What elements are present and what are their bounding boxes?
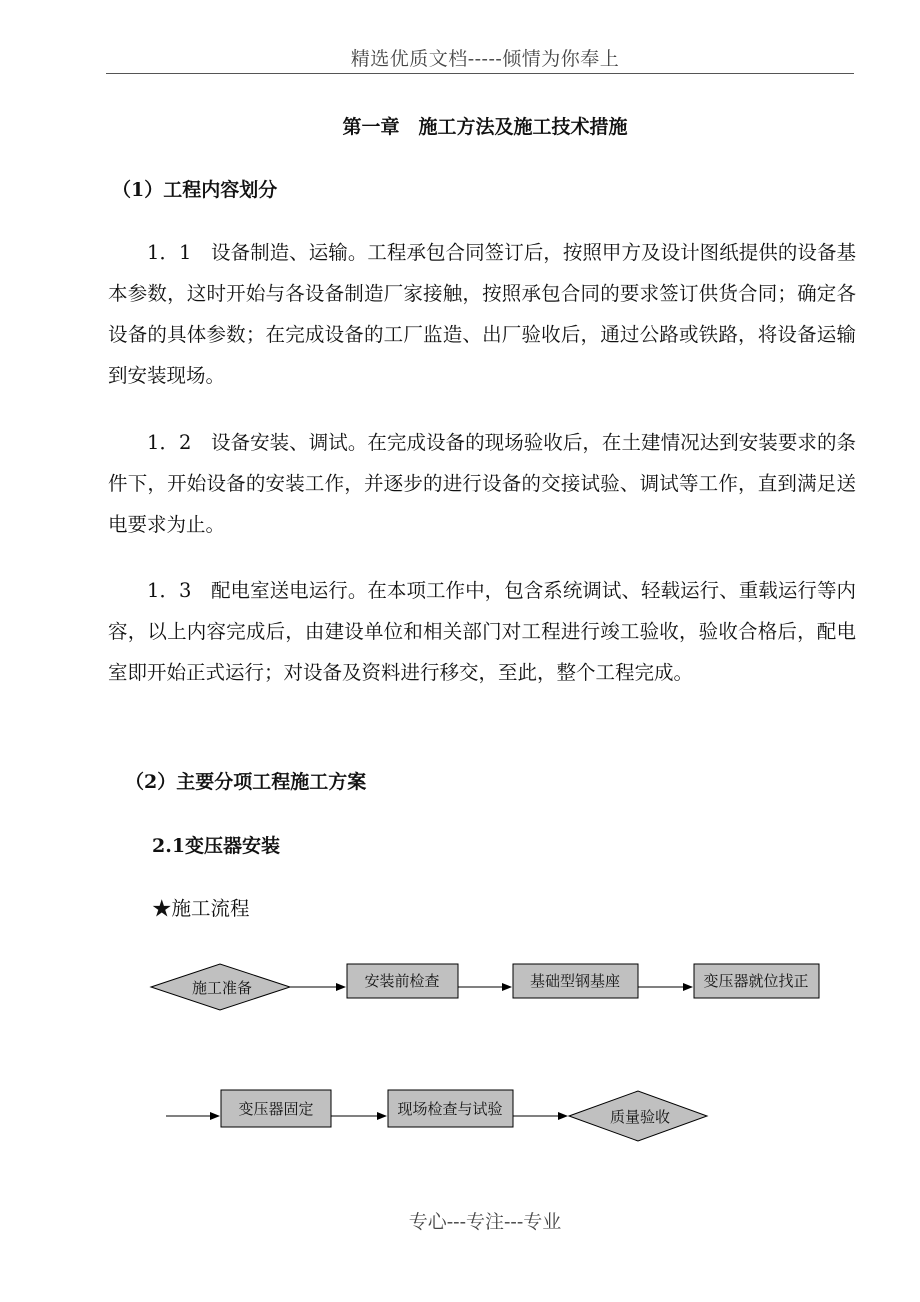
flow-node-site-test-label: 现场检查与试验 xyxy=(397,1100,503,1118)
flow-node-transformer-fix-label: 变压器固定 xyxy=(238,1100,314,1118)
page-footer: 专心---专注---专业 xyxy=(408,1211,562,1233)
flow-label: ★施工流程 xyxy=(152,897,250,920)
section-2-1-subheading: 2.1变压器安装 xyxy=(152,835,281,857)
paragraph-1-1: 1．1 设备制造、运输。工程承包合同签订后，按照甲方及设计图纸提供的设备基本参数，这时开始与各设备制造厂家接触，按照承包合同的要求签订供货合同；确定各设备的具体参数；在完成设备的工厂监造、出厂验收后，通过公路或铁路，将设备运输到安装现场。 xyxy=(108,241,856,387)
paragraph-1-3: 1．3 配电室送电运行。在本项工作中，包含系统调试、轻载运行、重载运行等内容，以上内容完成后，由建设单位和相关部门对工程进行竣工验收，验收合格后，配电室即开始正式运行；对设备及资料进行移交，至此，整个工程完成。 xyxy=(108,579,856,684)
page-header: 精选优质文档-----倾情为你奉上 xyxy=(350,48,620,70)
flow-node-prepare-label: 施工准备 xyxy=(191,979,253,997)
flow-node-pre-install-check-label: 安装前检查 xyxy=(364,972,440,990)
paragraph-1-2: 1．2 设备安装、调试。在完成设备的现场验收后，在土建情况达到安装要求的条件下，开始设备的安装工作，并逐步的进行设备的交接试验、调试等工作，直到满足送电要求为止。 xyxy=(108,431,856,536)
chapter-title: 第一章 施工方法及施工技术措施 xyxy=(342,116,628,138)
flow-node-transformer-position-label: 变压器就位找正 xyxy=(703,972,809,990)
header-divider xyxy=(106,73,854,74)
flow-node-steel-base-label: 基础型钢基座 xyxy=(529,972,621,990)
section-1-heading: （1）工程内容划分 xyxy=(112,179,278,201)
section-2-heading: （2）主要分项工程施工方案 xyxy=(125,771,367,793)
flow-node-quality-acceptance-label: 质量验收 xyxy=(609,1108,671,1126)
construction-flowchart xyxy=(0,940,920,1160)
